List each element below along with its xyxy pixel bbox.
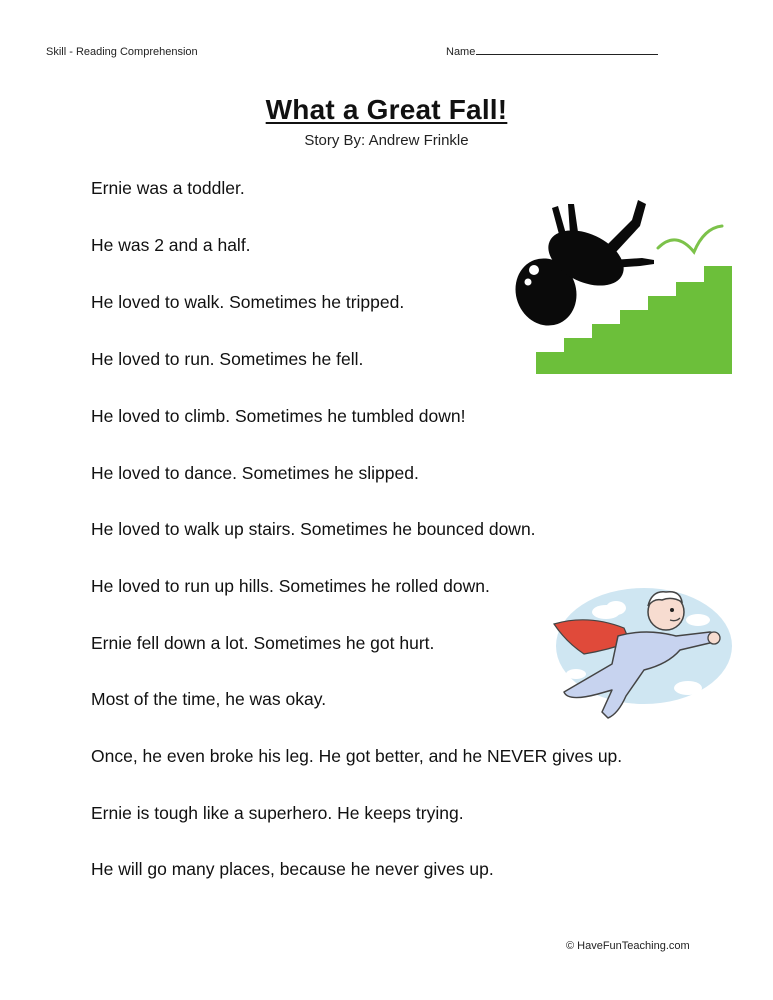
story-line: Ernie fell down a lot. Sometimes he got hurt.: [91, 633, 435, 653]
name-field[interactable]: [446, 46, 658, 58]
story-line: He loved to climb. Sometimes he tumbled down!: [91, 406, 466, 426]
name-blank-line: [476, 54, 658, 55]
skill-label: Skill - Reading Comprehension: [46, 46, 198, 58]
name-label: Name: [446, 46, 476, 58]
story-line: He loved to walk up stairs. Sometimes he bounced down.: [91, 519, 536, 539]
story-line: He loved to dance. Sometimes he slipped.: [91, 463, 419, 483]
story-line: He will go many places, because he never gives up.: [91, 859, 494, 879]
copyright-footer: © HaveFunTeaching.com: [566, 940, 690, 952]
byline: Story By: Andrew Frinkle: [304, 132, 469, 149]
story-line: He was 2 and a half.: [91, 235, 251, 255]
page-title: What a Great Fall!: [265, 94, 508, 125]
story-line: He loved to run up hills. Sometimes he rolled down.: [91, 576, 490, 596]
falling-figure-illustration: [508, 200, 736, 376]
story-line: Once, he even broke his leg. He got better, and he NEVER gives up.: [91, 746, 623, 766]
story-line: Ernie was a toddler.: [91, 178, 245, 198]
motion-swoosh: [658, 226, 722, 252]
story-line: He loved to walk. Sometimes he tripped.: [91, 292, 405, 312]
story-line: He loved to run. Sometimes he fell.: [91, 349, 364, 369]
story-line: Most of the time, he was okay.: [91, 689, 327, 709]
story-line: Ernie is tough like a superhero. He keeps trying.: [91, 803, 464, 823]
superhero-kid-illustration: [548, 584, 734, 726]
